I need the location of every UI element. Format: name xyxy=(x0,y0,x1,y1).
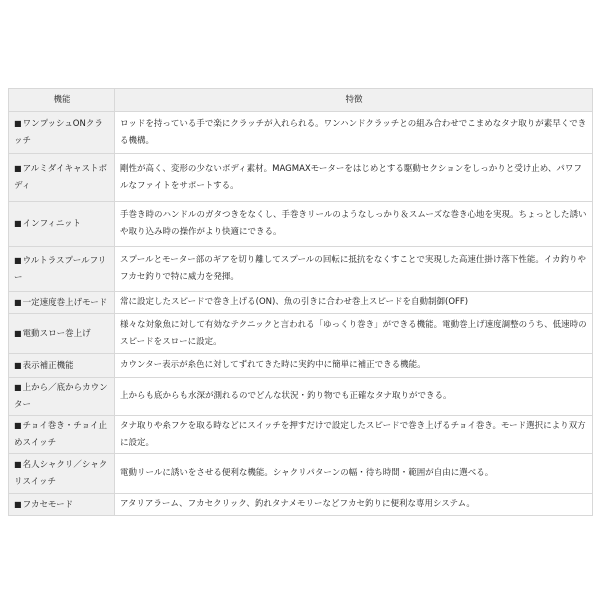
feature-spec-table xyxy=(8,88,593,516)
feature-name: 上から／底からカウンター xyxy=(14,383,108,410)
feature-name-cell xyxy=(9,454,115,494)
feature-description: 上からも底からも水深が測れるのでどんな状況・釣り物でも正確なタナ取りができる。 xyxy=(115,378,593,416)
table-row xyxy=(9,112,593,154)
table-row xyxy=(9,314,593,354)
table-row xyxy=(9,378,593,416)
bullet-square-icon: ■ xyxy=(14,164,22,173)
feature-name: 表示補正機能 xyxy=(22,360,74,371)
feature-description: 手巻き時のハンドルのガタつきをなくし、手巻きリールのようなしっかり＆スムーズな巻き心地を実現。ちょっとした誘いや取り込み時の操作がより快適にできる。 xyxy=(115,202,593,247)
feature-name: ワンプッシュONクラッチ xyxy=(14,119,103,146)
header-feature-description: 特徴 xyxy=(115,89,593,112)
table-row xyxy=(9,154,593,202)
feature-name-cell xyxy=(9,378,115,416)
table-row xyxy=(9,454,593,494)
feature-name: 名人シャクリ／シャクリスイッチ xyxy=(14,460,108,487)
feature-description: 剛性が高く、変形の少ないボディ素材。MAGMAXモーターをはじめとする駆動セクションをしっかりと受け止め、パワフルなファイトをサポートする。 xyxy=(115,154,593,202)
feature-description: アタリアラーム、フカセクリック、釣れタナメモリーなどフカセ釣りに便利な専用システム。 xyxy=(115,494,593,516)
feature-name: ウルトラスプールフリー xyxy=(14,255,107,283)
feature-description: タナ取りや糸フケを取る時などにスイッチを押すだけで設定したスピードで巻き上げるチョイ巻き。モード選択により双方に設定。 xyxy=(115,416,593,454)
feature-name: 一定速度巻上げモード xyxy=(22,297,108,308)
feature-name-cell xyxy=(9,416,115,454)
bullet-square-icon: ■ xyxy=(14,119,22,128)
bullet-square-icon: ■ xyxy=(14,360,22,370)
feature-name-cell xyxy=(9,314,115,354)
table-header-row xyxy=(9,89,593,112)
bullet-square-icon: ■ xyxy=(14,255,22,265)
feature-name: アルミダイキャストボディ xyxy=(14,164,108,191)
table-row xyxy=(9,292,593,314)
bullet-square-icon: ■ xyxy=(14,383,22,392)
feature-description: スプールとモーター部のギアを切り離してスプールの回転に抵抗をなくすことで実現した高速仕掛け落下性能。イカ釣りやフカセ釣りで特に威力を発揮。 xyxy=(115,247,593,292)
bullet-square-icon: ■ xyxy=(14,219,22,228)
bullet-square-icon: ■ xyxy=(14,421,22,430)
table-row xyxy=(9,247,593,292)
table-row xyxy=(9,354,593,378)
feature-name-cell xyxy=(9,494,115,516)
header-feature-name: 機能 xyxy=(9,89,115,112)
feature-name-cell xyxy=(9,112,115,154)
feature-description: 様々な対象魚に対して有効なテクニックと言われる「ゆっくり巻き」ができる機能。電動巻上げ速度調整のうち、低速時のスピードをスローに設定。 xyxy=(115,314,593,354)
feature-name-cell xyxy=(9,202,115,247)
bullet-square-icon: ■ xyxy=(14,297,22,307)
feature-description: 常に設定したスピードで巻き上げる(ON)、魚の引きに合わせ巻上スピードを自動制御(OFF) xyxy=(115,292,593,314)
feature-name-cell xyxy=(9,247,115,292)
bullet-square-icon: ■ xyxy=(14,328,22,338)
table-row xyxy=(9,202,593,247)
feature-name-cell xyxy=(9,354,115,378)
feature-name-cell xyxy=(9,154,115,202)
table-row xyxy=(9,494,593,516)
feature-name: 電動スロー巻上げ xyxy=(22,328,91,339)
feature-name: チョイ巻き・チョイ止めスイッチ xyxy=(14,421,108,448)
feature-name: インフィニット xyxy=(22,219,82,229)
bullet-square-icon: ■ xyxy=(14,460,22,469)
feature-description: ロッドを持っている手で楽にクラッチが入れられる。ワンハンドクラッチとの組み合わせでこまめなタナ取りが素早くできる機構。 xyxy=(115,112,593,154)
feature-description: 電動リールに誘いをさせる便利な機能。シャクリパターンの幅・待ち時間・範囲が自由に選べる。 xyxy=(115,454,593,494)
bullet-square-icon: ■ xyxy=(14,499,22,509)
feature-description: カウンター表示が糸色に対してずれてきた時に実釣中に簡単に補正できる機能。 xyxy=(115,354,593,378)
feature-name: フカセモード xyxy=(22,499,74,510)
table-row xyxy=(9,416,593,454)
feature-name-cell xyxy=(9,292,115,314)
